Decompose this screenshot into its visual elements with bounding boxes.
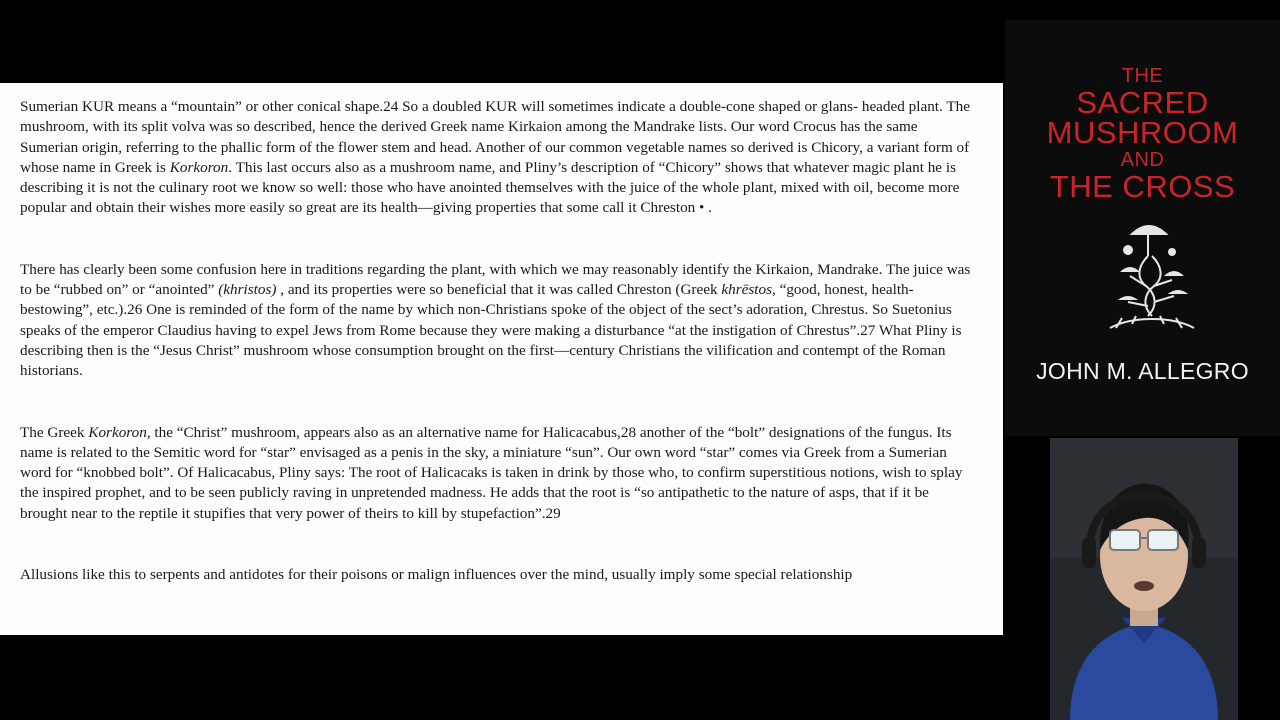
- italic-term: Korkoron: [169, 158, 229, 176]
- document-text: [20, 97, 975, 626]
- book-title-line: THE CROSS: [1049, 169, 1236, 204]
- paragraph-text: . This last occurs also as a mushroom name, and Pliny’s description of “Chicory” shows that whatever magic plant he is describing it is not the culinary root we know so well: those who have anointed themselves with the juice of the whole plant, mixed with oil, become more popular and obtain their wishes more easily so great are its health—giving properties that some call it Chreston • .: [20, 158, 960, 217]
- book-title-line: SACRED: [1076, 85, 1209, 120]
- paragraph-text: There has clearly been some confusion here in traditions regarding the plant, with which we may reasonably identify the Kirkaion, Mandrake. The juice was to be “rubbed on” or “anointed”: [20, 260, 971, 299]
- person-avatar-icon: [1050, 438, 1238, 720]
- mushroom-tree-emblem-icon: [1102, 216, 1202, 334]
- paragraph-text: the “Christ” mushroom, appears also as an alternative name for Halicacabus,28 another of the “bolt” designations of the fungus. Its name is related to the Semitic word for “star” envisaged as a penis in the sky, a miniature “sun”. Our own word “star” comes via Greek from a Sumerian word for “knobbed bolt”. Of Halicacabus, Pliny says: The root of Halicacaks is taken in drink by those who, to confirm superstitious notions, wish to splay the inspired prophet, and to be seen publicly raving in unpretended madness. He adds that the root is “so antipathetic to the nature of asps, that if it be brought near to the reptile it stupifies that very power of theirs to kill by stupefaction”.29: [20, 423, 963, 522]
- document-panel: [0, 83, 1003, 635]
- paragraph-text: Allusions like this to serpents and antidotes for their poisons or malign influences over the mind, usually imply some special relationship: [20, 566, 853, 584]
- document-paragraph: [20, 97, 975, 219]
- paragraph-text: , “good, honest, health-bestowing”, etc.).26 One is reminded of the form of the name by which non-Christians spoke of the object of the sect’s adoration, Chrestus. So Suetonius speaks of the emperor Claudius having to expel Jews from Rome because they were making a disturbance “at the instigation of Chrestus”.27 What Pliny is describing then is the “Jesus Christ” mushroom whose consumption brought on the first—century Christians the vilification and contempt of the Roman historians.: [20, 281, 962, 380]
- italic-term: (khristos): [218, 281, 277, 299]
- webcam-feed: [1050, 438, 1238, 720]
- book-title-line: AND: [1120, 149, 1165, 171]
- book-cover: [1005, 20, 1280, 436]
- paragraph-text: The Greek: [20, 423, 89, 441]
- paragraph-text: Sumerian KUR means a “mountain” or other conical shape.24 So a doubled KUR will sometimes indicate a double-cone shaped or glans- headed plant. The mushroom, with its split volva was so described, hence the derived Greek name Kirkaion among the Mandrake lists. Our word Crocus has the same Sumerian origin, referring to the phallic form of the flower stem and head. Another of our common vegetable names so derived is Chicory, a variant form of whose name in Greek is: [20, 98, 970, 176]
- book-title: [1005, 64, 1280, 202]
- document-paragraph: [20, 423, 975, 524]
- paragraph-text: , and its properties were so beneficial that it was called Chreston (Greek: [276, 281, 722, 299]
- italic-term: Korkoron,: [88, 423, 151, 441]
- italic-term: khrēstos: [721, 281, 772, 299]
- book-title-line: THE: [1121, 65, 1164, 87]
- document-paragraph: [20, 260, 975, 382]
- document-paragraph: [20, 565, 975, 585]
- book-author: JOHN M. ALLEGRO: [1036, 358, 1249, 384]
- book-title-line: MUSHROOM: [1046, 115, 1239, 150]
